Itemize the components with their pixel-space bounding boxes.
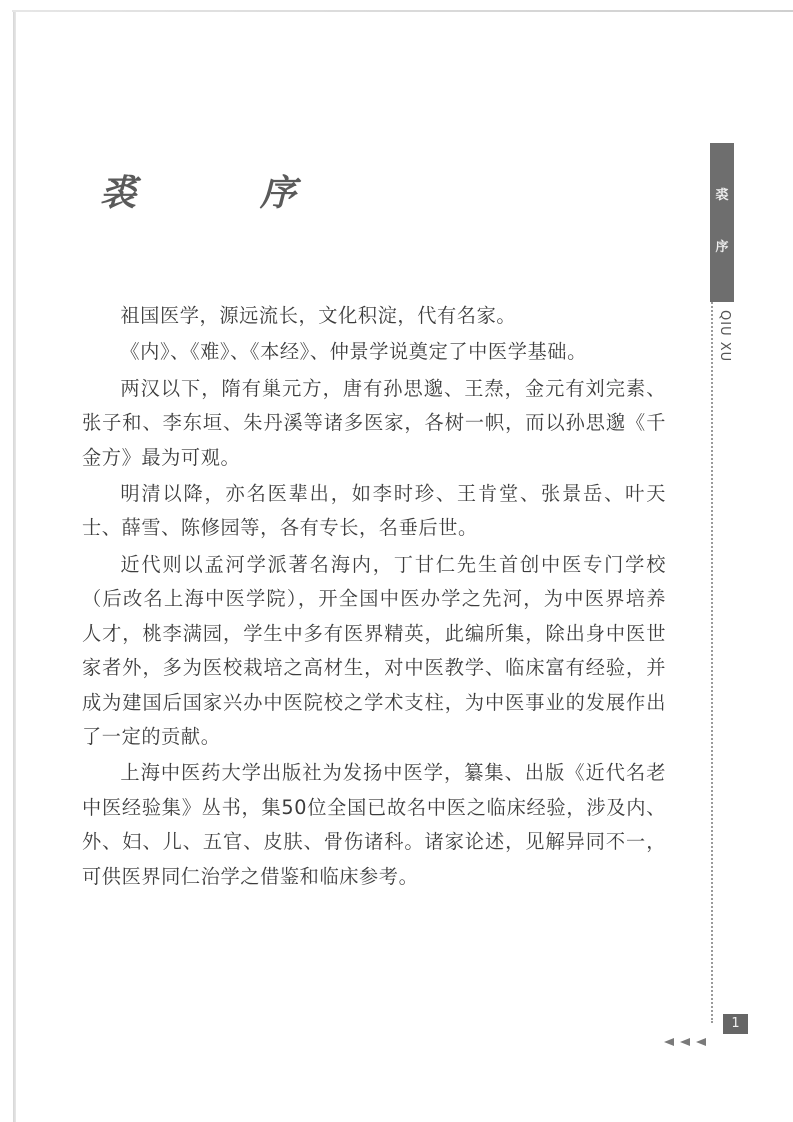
section-pinyin-text: QIU XU	[717, 310, 732, 363]
paragraph: 两汉以下，隋有巢元方，唐有孙思邈、王焘，金元有刘完素、张子和、李东垣、朱丹溪等诸多医家，各树一帜，而以孙思邈《千金方》最为可观。	[82, 376, 666, 469]
scan-left-edge	[13, 12, 16, 1122]
paragraph: 《内》、《难》、《本经》、仲景学说奠定了中医学基础。	[120, 340, 587, 364]
left-arrow-icon	[680, 1038, 690, 1046]
paragraph: 祖国医学，源远流长，文化积淀，代有名家。	[120, 304, 517, 327]
page-arrows	[664, 1038, 706, 1046]
paragraph: 明清以降，亦名医辈出，如李时珍、王肯堂、张景岳、叶天士、薛雪、陈修园等，各有专长，名垂后世。	[82, 481, 666, 540]
preface-body	[82, 299, 666, 896]
section-pinyin	[704, 310, 744, 363]
section-tab-char: 裘	[715, 188, 729, 203]
left-arrow-icon	[664, 1038, 674, 1046]
left-arrow-icon	[696, 1038, 706, 1046]
page-number: 1	[723, 1014, 748, 1034]
paragraph: 近代则以孟河学派著名海内，丁甘仁先生首创中医专门学校（后改名上海中医学院），开全国中医办学之先河，为中医界培养人才，桃李满园，学生中多有医界精英，此编所集，除出身中医世家者外，多为医校栽培之高材生，对中医教学、临床富有经验，并成为建国后国家兴办中医院校之学术支柱，为中医事业的发展作出了一定的贡献。	[82, 552, 666, 749]
paragraph: 上海中医药大学出版社为发扬中医学，纂集、出版《近代名老中医经验集》丛书，集50位全国已故名中医之临床经验，涉及内、外、妇、儿、五官、皮肤、骨伤诸科。诸家论述，见解异同不一，可供医界同仁治学之借鉴和临床参考。	[82, 761, 666, 888]
page-title: 裘 序	[100, 172, 341, 215]
scan-top-edge	[12, 10, 793, 12]
section-tab	[710, 143, 734, 302]
section-tab-char: 序	[715, 240, 729, 255]
